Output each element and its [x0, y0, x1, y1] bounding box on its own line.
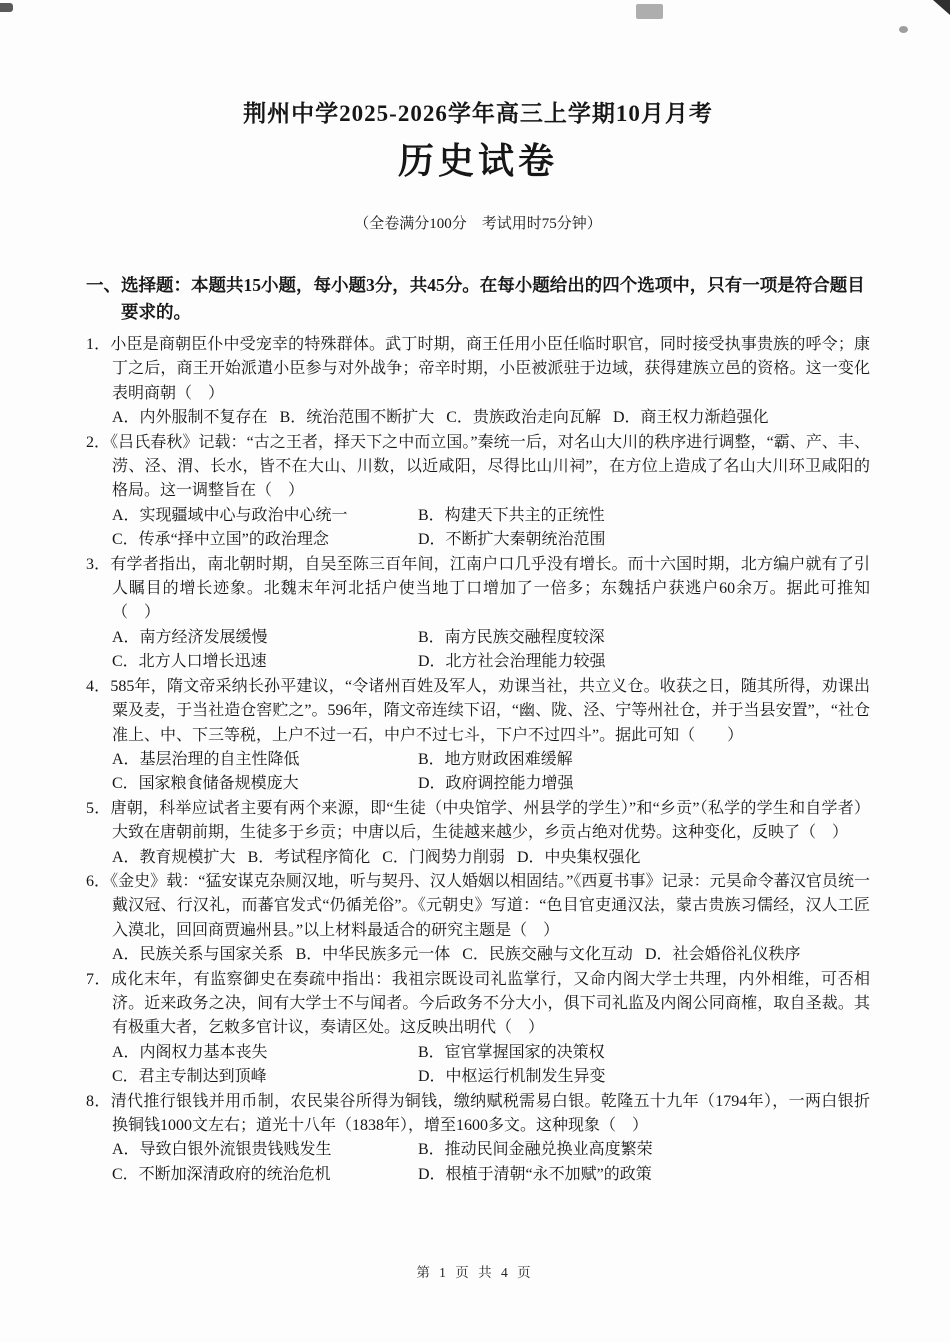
question-2 [86, 431, 870, 553]
option-D: D．中央集权强化 [516, 848, 641, 866]
question-number: 8． [86, 1092, 111, 1110]
scan-artifact-dot [899, 26, 908, 33]
question-1 [86, 333, 870, 431]
question-options [86, 406, 870, 430]
option-C: C．不断加深清政府的统治危机 [112, 1165, 331, 1183]
question-options [86, 1138, 870, 1187]
question-stem [86, 553, 870, 626]
option-A: A．南方经济发展缓慢 [112, 628, 268, 646]
exam-title: 荆州中学2025-2026学年高三上学期10月月考 [243, 101, 713, 126]
question-number: 5． [86, 799, 111, 817]
option-B: B．构建天下共主的正统性 [418, 506, 605, 524]
option-A: A．基层治理的自主性降低 [112, 750, 300, 768]
option-B: B．宦官掌握国家的决策权 [418, 1043, 605, 1061]
question-stem [86, 797, 870, 846]
option-D: D．根植于清朝“永不加赋”的政策 [418, 1165, 652, 1183]
question-number: 4． [86, 677, 111, 695]
question-text: 唐朝，科举应试者主要有两个来源，即“生徒（中央馆学、州县学的学生）”和“乡贡”（私学的学生和自学者）大致在唐朝前期，生徒多于乡贡；中唐以后，生徒越来越少，乡贡占绝对优势。这种变化，反映了（ ） [110, 799, 870, 842]
question-options [86, 626, 870, 675]
question-text: 小臣是商朝臣仆中受宠幸的特殊群体。武丁时期，商王任用小臣任临时职官，同时接受执事贵族的呼令；康丁之后，商王开始派遣小臣参与对外战争；帝辛时期，小臣被派驻于边域，获得建族立邑的资格。这一变化表明商朝（ ） [110, 336, 870, 402]
question-number: 6． [86, 872, 111, 890]
section-one-heading: 一、选择题：本题共15小题，每小题3分，共45分。在每小题给出的四个选项中，只有一项是符合题目要求的。 [86, 275, 865, 322]
question-text: 585年，隋文帝采纳长孙平建议，“令诸州百姓及军人，劝课当社，共立义仓。收获之日，随其所得，劝课出粟及麦，于当社造仓窖贮之”。596年，隋文帝连续下诏，“幽、陇、泾、宁等州社仓，并于当县安置”，“社仓准上、中、下三等税，上户不过一石，中户不过七斗，下户不过四斗”。据此可知（ ） [110, 677, 870, 744]
exam-meta-line: （全卷满分100分 考试用时75分钟） [354, 216, 602, 232]
question-stem [86, 968, 870, 1041]
question-stem [86, 675, 870, 748]
question-stem [86, 870, 870, 943]
question-text: 成化末年，有监察御史在奏疏中指出：我祖宗既设司礼监掌行，又命内阁大学士共理，内外相维，可否相济。近来政务之决，间有大学士不与闻者。今后政务不分大小，俱下司礼监及内阁公同商榷，取自圣裁。其有极重大者，乞敕多官计议，奏请区处。这反映出明代（ ） [111, 970, 870, 1037]
question-options [86, 943, 870, 967]
page-number-footer: 第 1 页 共 4 页 [416, 1265, 534, 1280]
question-6 [86, 870, 870, 968]
option-C: C．门阀势力削弱 [382, 848, 505, 866]
option-B: B．考试程序简化 [247, 848, 371, 866]
scan-artifact-stamp [636, 4, 663, 19]
option-D: D．社会婚俗礼仪秩序 [644, 946, 801, 964]
question-number: 2． [86, 433, 111, 451]
question-text: 清代推行银钱并用币制，农民粜谷所得为铜钱，缴纳赋税需易白银。乾隆五十九年（1794年），一两白银折换铜钱1000文左右；道光十八年（1838年），增至1600多文。这种现象（ ） [110, 1092, 870, 1134]
option-C: C．国家粮食储备规模庞大 [112, 775, 299, 793]
question-3 [86, 553, 870, 675]
question-options [86, 504, 870, 553]
question-text: 《吕氏春秋》记载：“古之王者，择天下之中而立国。”秦统一后，对名山大川的秩序进行调整，“霸、产、丰、涝、泾、渭、长水，皆不在大山、川数，以近咸阳，尽得比山川祠”，在方位上造成了名山大川环卫咸阳的格局。这一调整旨在（ ） [110, 433, 870, 500]
question-stem [86, 1090, 870, 1139]
question-text: 有学者指出，南北朝时期，自吴至陈三百年间，江南户口几乎没有增长。而十六国时期，北方编户就有了引人瞩目的增长迹象。北魏末年河北括户使当地丁口增加了一倍多；东魏括户获逃户60余万。据此可推知（ ） [110, 555, 870, 622]
question-stem [86, 431, 870, 504]
option-B: B．地方财政困难缓解 [418, 750, 573, 768]
option-A: A．导致白银外流银贵钱贱发生 [112, 1141, 332, 1159]
option-D: D．商王权力渐趋强化 [612, 409, 769, 427]
question-stem [86, 333, 870, 406]
option-C: C．贵族政治走向瓦解 [446, 409, 601, 427]
option-D: D．中枢运行机制发生异变 [418, 1068, 606, 1086]
option-D: D．不断扩大秦朝统治范围 [418, 531, 606, 549]
question-options [86, 1041, 870, 1090]
option-C: C．君主专制达到顶峰 [112, 1068, 267, 1086]
question-options [86, 846, 870, 870]
option-C: C．北方人口增长迅速 [112, 653, 267, 671]
option-C: C．传承“择中立国”的政治理念 [112, 531, 329, 549]
option-A: A．内阁权力基本丧失 [112, 1043, 268, 1061]
option-B: B．推动民间金融兑换业高度繁荣 [418, 1141, 653, 1159]
question-options [86, 748, 870, 797]
option-D: D．政府调控能力增强 [418, 775, 574, 793]
option-A: A．实现疆域中心与政治中心统一 [112, 506, 348, 524]
question-number: 3． [86, 555, 111, 573]
scan-artifact-top-left [0, 3, 13, 12]
option-B: B．南方民族交融程度较深 [418, 628, 605, 646]
question-5 [86, 797, 870, 870]
question-number: 7． [86, 970, 112, 988]
question-number: 1． [86, 336, 111, 353]
question-8 [86, 1090, 870, 1188]
question-text: 《金史》载：“猛安谋克杂厕汉地，听与契丹、汉人婚姻以相固结。”《西夏书事》记录：元昊命令蕃汉官员统一戴汉冠、行汉礼，而蕃官发式“仍循羌俗”。《元朝史》写道：“色目官吏通汉法，蒙古贵族习儒经，汉人工匠入漠北，回回商贾遍州县。”以上材料最适合的研究主题是（ ） [110, 872, 870, 939]
question-7 [86, 968, 870, 1090]
exam-subject-title: 历史试卷 [397, 141, 558, 181]
option-A: A．内外服制不复存在 [112, 409, 268, 427]
question-4 [86, 675, 870, 797]
option-A: A．民族关系与国家关系 [112, 946, 284, 964]
option-B: B．中华民族多元一体 [295, 946, 451, 964]
questions-list [86, 333, 870, 1187]
option-D: D．北方社会治理能力较强 [418, 653, 606, 671]
option-A: A．教育规模扩大 [112, 848, 236, 866]
option-C: C．民族交融与文化互动 [462, 946, 633, 964]
option-B: B．统治范围不断扩大 [279, 409, 435, 427]
